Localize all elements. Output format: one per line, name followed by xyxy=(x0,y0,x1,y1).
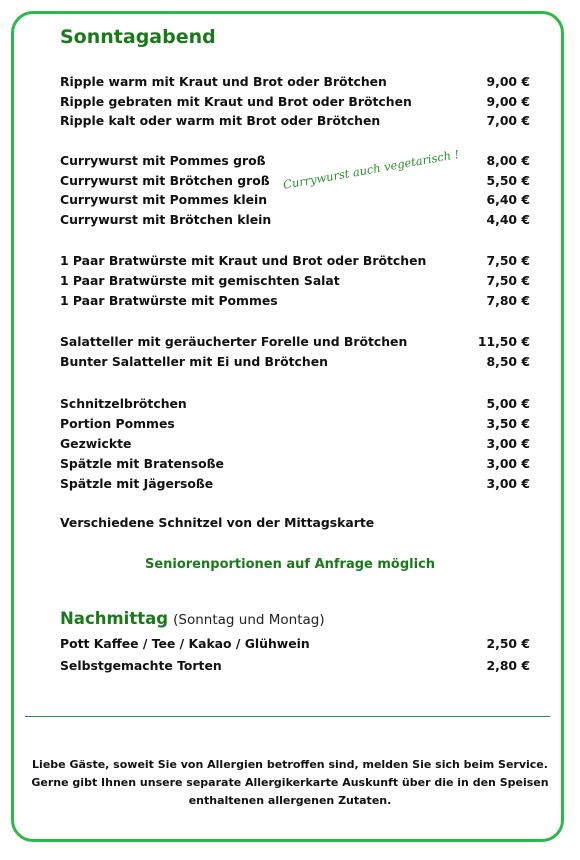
item-name: Currywurst mit Pommes klein xyxy=(60,192,268,207)
schnitzel-note: Verschiedene Schnitzel von der Mittagskarte xyxy=(60,515,375,530)
item-price: 3,00 € xyxy=(486,436,530,451)
menu-item xyxy=(60,436,530,455)
item-price: 3,50 € xyxy=(486,416,530,431)
item-price: 5,00 € xyxy=(486,396,530,411)
item-name: Spätzle mit Jägersoße xyxy=(60,476,214,491)
afternoon-section-title xyxy=(60,609,325,628)
item-price: 7,50 € xyxy=(486,273,530,288)
menu-item xyxy=(60,476,530,495)
item-name: Ripple warm mit Kraut und Brot oder Brötchen xyxy=(60,74,387,89)
item-price: 8,50 € xyxy=(486,354,530,369)
menu-item xyxy=(60,334,530,353)
vegetarian-note: Currywurst auch vegetarisch ! xyxy=(282,146,461,192)
item-price: 9,00 € xyxy=(486,74,530,89)
item-name: 1 Paar Bratwürste mit gemischten Salat xyxy=(60,273,340,288)
item-price: 8,00 € xyxy=(486,153,530,168)
item-name: Ripple kalt oder warm mit Brot oder Brötchen xyxy=(60,113,381,128)
menu-item xyxy=(60,94,530,113)
item-price: 2,50 € xyxy=(486,636,530,651)
item-name: Pott Kaffee / Tee / Kakao / Glühwein xyxy=(60,636,310,651)
menu-item xyxy=(60,293,530,312)
item-name: 1 Paar Bratwürste mit Kraut und Brot oder Brötchen xyxy=(60,253,427,268)
menu-item xyxy=(60,636,530,655)
item-price: 3,00 € xyxy=(486,456,530,471)
item-price: 11,50 € xyxy=(477,334,530,349)
item-name: Gezwickte xyxy=(60,436,132,451)
item-name: Ripple gebraten mit Kraut und Brot oder Brötchen xyxy=(60,94,412,109)
menu-item xyxy=(60,212,530,231)
item-name: Currywurst mit Brötchen groß xyxy=(60,173,270,188)
menu-item xyxy=(60,354,530,373)
item-name: 1 Paar Bratwürste mit Pommes xyxy=(60,293,278,308)
menu-item xyxy=(60,456,530,475)
item-price: 3,00 € xyxy=(486,476,530,491)
menu-item xyxy=(60,273,530,292)
section-divider xyxy=(25,716,550,717)
item-name: Currywurst mit Pommes groß xyxy=(60,153,266,168)
item-price: 7,00 € xyxy=(486,113,530,128)
item-price: 7,80 € xyxy=(486,293,530,308)
item-name: Salatteller mit geräucherter Forelle und Brötchen xyxy=(60,334,408,349)
menu-item xyxy=(60,113,530,132)
item-name: Bunter Salatteller mit Ei und Brötchen xyxy=(60,354,328,369)
item-name: Selbstgemachte Torten xyxy=(60,658,222,673)
item-price: 2,80 € xyxy=(486,658,530,673)
allergy-notice-line: Gerne gibt Ihnen unsere separate Allergikerkarte Auskunft über die in den Speisen xyxy=(31,776,549,789)
afternoon-subheading: (Sonntag und Montag) xyxy=(173,612,325,628)
item-price: 9,00 € xyxy=(486,94,530,109)
afternoon-heading: Nachmittag xyxy=(60,609,169,628)
item-name: Schnitzelbrötchen xyxy=(60,396,187,411)
allergy-notice-line: Liebe Gäste, soweit Sie von Allergien betroffen sind, melden Sie sich beim Service. xyxy=(32,758,548,771)
allergy-notice xyxy=(30,756,550,810)
item-name: Spätzle mit Bratensoße xyxy=(60,456,224,471)
item-price: 5,50 € xyxy=(486,173,530,188)
item-name: Portion Pommes xyxy=(60,416,175,431)
item-name: Currywurst mit Brötchen klein xyxy=(60,212,272,227)
menu-item xyxy=(60,253,530,272)
menu-title: Sonntagabend xyxy=(60,26,216,48)
item-price: 7,50 € xyxy=(486,253,530,268)
menu-item xyxy=(60,192,530,211)
senior-portions-note: Seniorenportionen auf Anfrage möglich xyxy=(144,557,436,572)
item-price: 6,40 € xyxy=(486,192,530,207)
menu-item xyxy=(60,658,530,677)
item-price: 4,40 € xyxy=(486,212,530,227)
menu-item xyxy=(60,74,530,93)
menu-item xyxy=(60,416,530,435)
menu-item xyxy=(60,396,530,415)
allergy-notice-line: enthaltenen allergenen Zutaten. xyxy=(188,794,392,807)
